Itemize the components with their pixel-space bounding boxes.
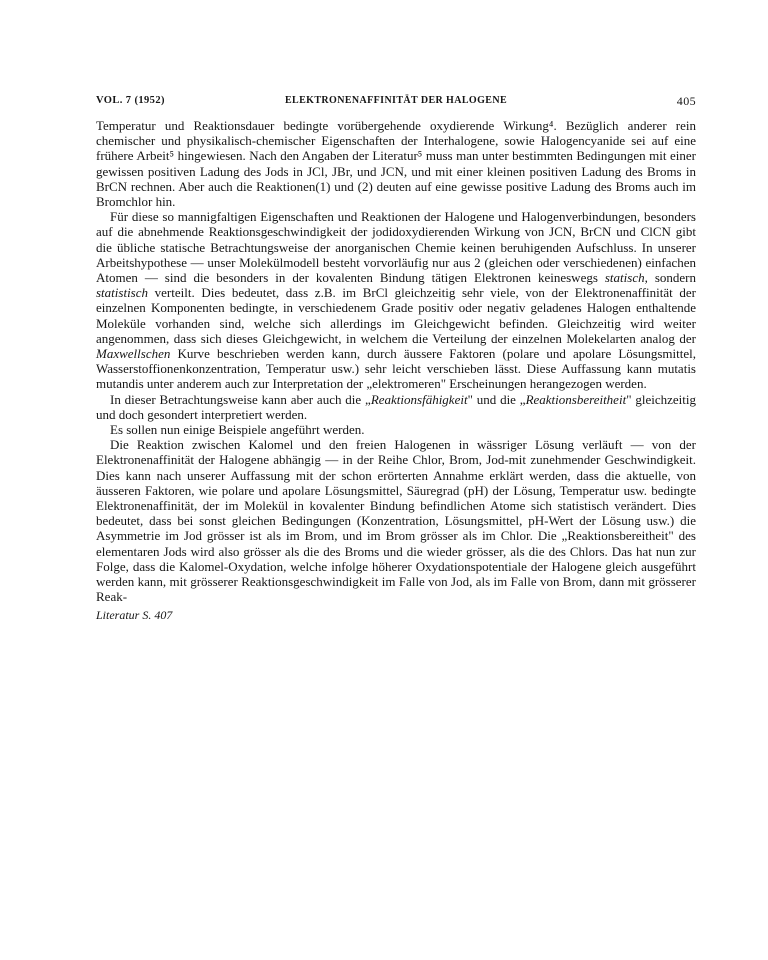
- emphasis-statistisch: statistisch: [96, 285, 149, 301]
- paragraph-2: Für diese so mannigfaltigen Eigenschaften und Reaktionen der Halogene und Halogenverbindungen, besonders auf die abnehmende Reaktionsgeschwindigkeit der jodidoxydierenden Wirkung von JCN, BrCN und ClCN gibt die übliche statische Betrachtungsweise der anorganischen Chemie keinen beruhigenden Aufschluss. In unserer Arbeitshypothese — unser Molekülmodell besteht vorvorläufig nur aus 2 (gleichen oder verschiedenen) einfachen Atomen — sind die besonders in der kovalenten Bindung tätigen Elektronen keineswegs statisch, sondern statistisch verteilt. Dies bedeutet, dass z.B. im BrCl gleichzeitig sehr viele, von der Elektronenaffinität der einzelnen Komponenten bedingte, in verschiedenem Grade positiv oder negativ geladenes Halogen enthaltende Moleküle vorhanden sind, welche sich allerdings im Gleichgewicht befinden. Gleichzeitig wird weiter angenommen, dass sich dieses Gleichgewicht, in welchem die Verteilung der einzelnen Molekelarten analog der Maxwellschen Kurve beschrieben werden kann, durch äussere Faktoren (polare und apolare Lösungsmittel, Wasserstoffionenkonzentration, Temperatur usw.) sehr leicht verschieben lässt. Diese Auffassung kann mutatis mutandis unter anderem auch zur Interpretation der „elektromeren" Erscheinungen herangezogen werden.: [96, 209, 696, 392]
- emphasis-maxwellschen: Maxwellschen: [96, 346, 171, 362]
- running-header: [96, 93, 696, 111]
- paragraph-5: Die Reaktion zwischen Kalomel und den freien Halogenen in wässriger Lösung verläuft — von der Elektronenaffinität der Halogene abhängig — in der Reihe Chlor, Brom, Jod-mit zunehmender Geschwindigkeit. Dies kann nach unserer Auffassung mit der schon erörterten Annahme erklärt werden, dass die aktuelle, von äusseren Faktoren, wie polare und apolare Lösungsmittel, Säuregrad (pH) der Lösung, Temperatur usw. bedingte Elektronenaffinität, der im Molekül in kovalenter Bindung befindlichen Atome sich statistisch verändert. Dies bedeutet, dass bei sonst gleichen Bedingungen (Konzentration, Lösungsmittel, pH-Wert der Lösung usw.) die Asymmetrie im Jod grösser ist als im Brom, und im Brom grösser als im Chlor. Die „Reaktionsbereitheit" des elementaren Jods wird also grösser als die des Broms und die wieder grösser, als die des Chlors. Das hat nun zur Folge, dass die Kalomel-Oxydation, welche infolge höherer Oxydationspotentiale der Halogene gleich ausgeführt werden kann, mit grösserer Reaktionsgeschwindigkeit im Falle von Jod, als im Falle von Brom, dann mit grösserer Reak-: [96, 437, 696, 605]
- paragraph-3: In dieser Betrachtungsweise kann aber auch die „Reaktionsfähigkeit" und die „Reaktionsbereitheit" gleichzeitig und doch gesondert interpretiert werden.: [96, 391, 696, 422]
- article-body: [96, 118, 696, 605]
- emphasis-statisch: statisch,: [604, 270, 648, 286]
- volume-label: VOL. 7 (1952): [96, 95, 165, 106]
- journal-page: [96, 93, 696, 623]
- emphasis-reaktionsbereitheit: Reaktionsbereitheit: [525, 391, 627, 407]
- emphasis-reaktionsfaehigkeit: Reaktionsfähigkeit: [370, 391, 468, 407]
- literature-reference: Literatur S. 407: [96, 607, 173, 622]
- running-title: ELEKTRONENAFFINITÄT DER HALOGENE: [284, 95, 508, 106]
- page-number: 405: [676, 94, 696, 108]
- paragraph-1: Temperatur und Reaktionsdauer bedingte vorübergehende oxydierende Wirkung⁴. Bezüglich anderer rein chemischer und physikalisch-chemischer Eigenschaften der Interhalogene, sowie Halogencyanide sei auf eine frühere Arbeit⁵ hingewiesen. Nach den Angaben der Literatur⁵ muss man unter bestimmten Bedingungen mit einer gewissen positiven Ladung des Jods in JCl, JBr, und JCN, und mit einer kleinen positiven Ladung des Broms in BrCN rechnen. Aber auch die Reaktionen(1) und (2) deuten auf eine gewisse positive Ladung des Broms auch im Bromchlor hin.: [96, 118, 696, 210]
- paragraph-4: Es sollen nun einige Beispiele angeführt werden.: [110, 422, 365, 438]
